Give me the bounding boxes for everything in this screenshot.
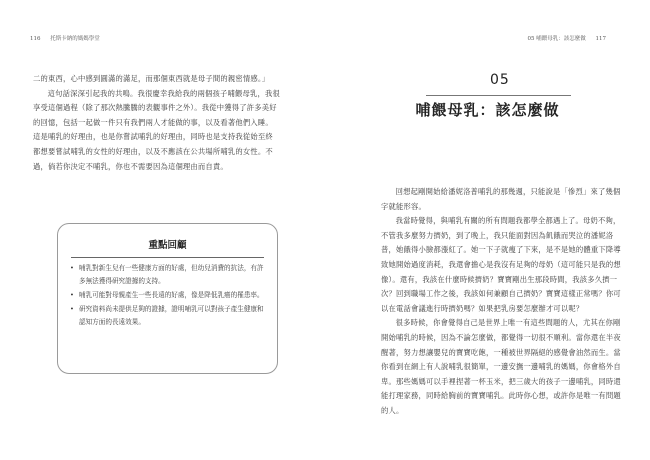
summary-box-divider xyxy=(71,257,264,258)
summary-box-title: 重點回顧 xyxy=(148,240,187,251)
left-page-body xyxy=(33,72,280,174)
right-page-header xyxy=(528,34,615,42)
right-paragraph: 很多時候，你會覺得自己是世界上唯一有這些問題的人，尤其在你剛開始哺乳的時候，因為不論怎麼做，都覺得一切很不順利。當你還在半夜醒著，努力想讓嬰兒的寶寶吃飽，一種被世界隔絕的感覺會油然而生。當你看到在網上有人說哺乳很簡單，一邊安撫一邊哺乳的媽媽，你會格外自卑。那些媽媽可以手裡捏著一杯玉米，把三歲大的孩子一邊哺乳，同時還能打理家務，同時給胸前的寶寶哺乳。此時你心想，或許你是唯一有問題的人。 xyxy=(381,318,621,415)
right-page-body xyxy=(381,185,621,419)
summary-item-text: 研究資料尚未提供足夠的證據，證明哺乳可以對孩子產生健康和認知方面的長遠效果。 xyxy=(79,305,264,326)
summary-box xyxy=(57,223,278,374)
summary-list xyxy=(70,262,268,330)
chapter-divider xyxy=(426,95,571,96)
left-page-header xyxy=(30,34,108,42)
summary-list-item xyxy=(70,262,268,288)
right-page-number: 117 xyxy=(595,36,606,42)
left-paragraph: 二的東西，心中感到圓滿的滿足，而那個東西就是母子間的親密情感。」 xyxy=(33,74,270,83)
right-chapter-header: 05 哺餵母乳：該怎麼做 xyxy=(527,36,586,42)
summary-list-item xyxy=(70,303,268,329)
left-page-number: 116 xyxy=(30,36,41,42)
bullet-icon: • xyxy=(70,264,74,272)
right-page xyxy=(325,0,650,460)
chapter-title: 哺餵母乳：該怎麼做 xyxy=(415,101,560,119)
left-book-title: 托斯卡納的媽媽學堂 xyxy=(50,36,100,42)
summary-item-text: 哺乳可能對母親產生一些長遠的好處，像是降低乳癌的罹患率。 xyxy=(79,291,264,299)
summary-list-item xyxy=(70,289,268,302)
bullet-icon: • xyxy=(70,305,74,313)
summary-item-text: 哺乳對新生兒有一些健康方面的好處，但幼兒消費的抗法，有許多無法獲得研究證據的支持。 xyxy=(79,264,264,285)
right-paragraph: 回想起剛開始給潘妮洛普哺乳的那幾週，只能說是「慘烈」來了幾個字就能形容。 xyxy=(381,187,621,211)
chapter-number: 05 xyxy=(490,72,510,88)
left-paragraph: 這句話深深引起我的共鳴。我很慶幸我給我的兩個孩子哺餵母乳，我很享受這個過程（除了那次熱騰騰的表觀事件之外）。我從中獲得了許多美好的回憶，包括一起做一件只有我們兩人才能做的事，以及看著他們入睡。這是哺乳的好理由，也是你嘗試哺乳的好理由，同時也是支持我從始至終都想要嘗試哺乳的女性的好理由，以及不應該在公共場所哺乳的女性。不過，倘若你決定不哺乳，你也不需要因為這個理由而自責。 xyxy=(33,88,280,171)
right-paragraph: 我當時覺得，與哺乳有關的所有問題我都學全都遇上了。母奶不夠，不管我多麼努力擠奶，到了晚上，我只能面對因為飢餓而哭泣的潘妮洛普，她餓得小臉都漲紅了。她一下子就瘦了下來，是不是她的體重下降導致她開始過度消耗，我還會擔心是我沒有足夠的母奶（這可能只是我的想像）。還有，我該在什麼時候擠奶？寶寶剛出生那段時間，我該多久擠一次？回到職場工作之後，我該如何兼顧自己擠奶？寶寶這樣正常嗎？你可以在電話會議進行時擠奶嗎？如果把乳房要怎麼辦才可以呢？ xyxy=(381,216,621,313)
bullet-icon: • xyxy=(70,291,74,299)
